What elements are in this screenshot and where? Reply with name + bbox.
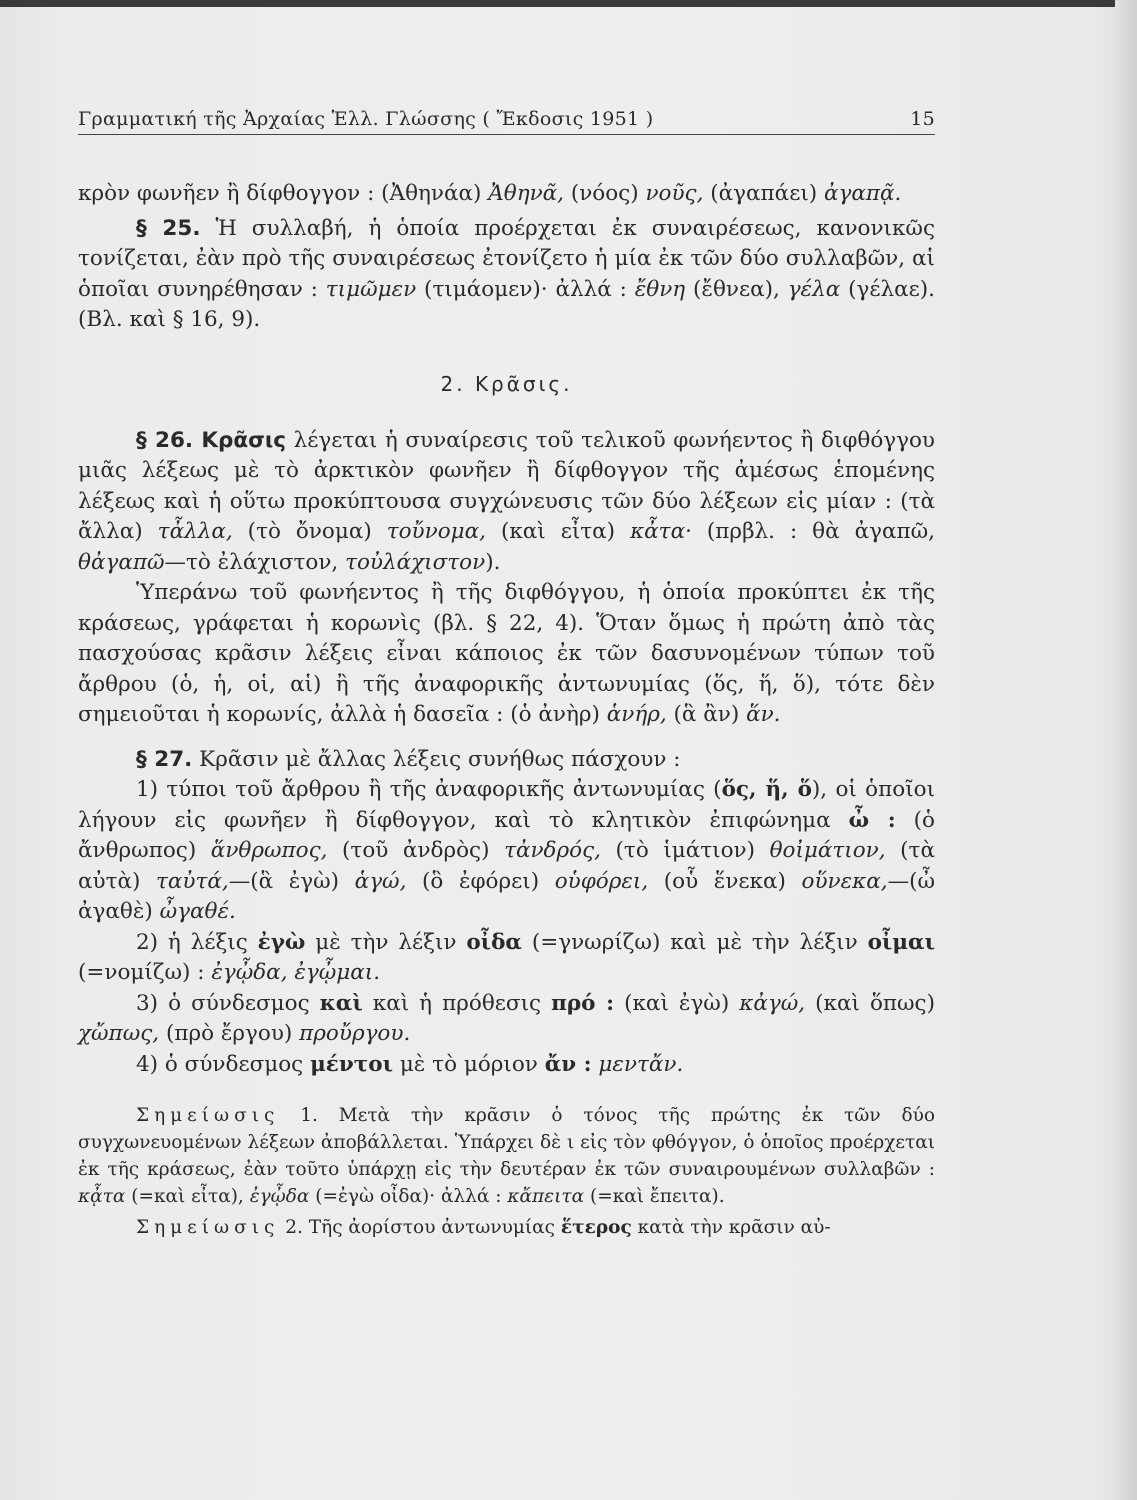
- section-26-second-paragraph: [78, 578, 935, 731]
- text: Ὑπεράνω τοῦ φωνήεντος ἢ τῆς διφθόγγου, ἡ ὁποία προκύπτει ἐκ τῆς κράσεως, γράφεται ἡ κορωνὶς (βλ. § 22, 4). Ὅταν ὅμως ἡ πρώτη ἀπὸ τὰς πασχούσας κρᾶσιν λέξεις εἶναι κάποιος ἐκ τῶν δασυνομένων τύπων τοῦ ἄρθρου (ὁ, ἡ, οἱ, αἱ) ἢ τῆς ἀναφορικῆς ἀντωνυμίας (ὅς, ἥ, ὅ), τότε δὲν σημειοῦται ἡ κορωνίς, ἀλλὰ ἡ δασεῖα : (ὁ ἀνὴρ): [78, 580, 935, 727]
- text: (ὁ ἄνθρωπος): [78, 807, 935, 863]
- example: χὤπως,: [78, 1021, 160, 1046]
- bold-form: πρό :: [551, 990, 615, 1016]
- text: ), οἱ ὁποῖοι λήγουν εἰς φωνῆεν ἢ δίφθογγον, καὶ τὸ κλητικὸν ἐπιφώνημα: [78, 777, 935, 833]
- text: Κρᾶσιν μὲ ἄλλας λέξεις συνήθως πάσχουν :: [192, 746, 681, 772]
- text: (=καὶ ἔπειτα).: [584, 1186, 725, 1207]
- text: (ἀγαπάει): [703, 181, 824, 206]
- example: θἀγαπῶ: [78, 549, 165, 575]
- example: προὔργου.: [299, 1021, 411, 1046]
- text: λέγεται ἡ συναίρεσις τοῦ τελικοῦ φωνήεντος ἢ διφθόγγου μιᾶς λέξεως μὲ τὸ ἀρκτικὸν φωνῆεν ἢ δίφθογγον τῆς ἀμέσως ἑπομένης λέξεως καὶ ἡ οὕτω προκύπτουσα συγχώνευσις τῶν δύο λέξεων εἰς μίαν : (τὰ ἄλλα): [78, 427, 935, 544]
- example: ταὐτά,: [156, 868, 229, 894]
- term: Κρᾶσις: [193, 427, 287, 453]
- example: γέλα: [787, 276, 841, 302]
- example: ἐγᾦδα, ἐγᾦμαι.: [211, 960, 381, 985]
- section-25-paragraph: [78, 214, 935, 336]
- running-header: [78, 108, 935, 135]
- text: (ἔθνεα),: [685, 276, 788, 302]
- text: (πρβλ. : θὰ ἀγαπῶ,: [691, 519, 935, 544]
- text: (ὃ ἐφόρει): [406, 868, 555, 894]
- example: τἀνδρός,: [504, 838, 601, 863]
- note-label: Σημείωσις: [136, 1217, 280, 1238]
- text: —τὸ ἐλάχιστον,: [164, 549, 346, 575]
- example: μεντἄν.: [598, 1051, 684, 1077]
- example: ἅν.: [746, 702, 781, 727]
- bold-form: οἶμαι: [867, 929, 935, 955]
- example: ἅνθρωπος,: [210, 838, 328, 863]
- text: 2) ἡ λέξις: [136, 929, 258, 955]
- bold-form: ὦ :: [848, 807, 896, 833]
- example: κἀγώ,: [739, 990, 806, 1016]
- text: (καὶ ὅπως): [805, 990, 935, 1016]
- example: ἁνήρ,: [606, 702, 667, 727]
- bold-form: ὅς, ἥ, ὅ: [721, 777, 812, 802]
- text: —(ἃ ἐγὼ): [228, 868, 355, 894]
- example: θοἰμάτιον,: [769, 838, 886, 863]
- bold-form: οἶδα: [466, 929, 522, 955]
- bold-form: μέντοι: [310, 1051, 393, 1077]
- text: μὲ τὴν λέξιν: [305, 929, 467, 955]
- example: ἀγαπᾷ.: [824, 181, 902, 206]
- page-number: 15: [910, 108, 935, 130]
- bold-form: ἐγὼ: [257, 929, 306, 955]
- example: ἁγώ,: [354, 868, 407, 894]
- section-number: § 26.: [136, 427, 194, 453]
- text: κρὸν φωνῆεν ἢ δίφθογγον : (Ἀθηνάα): [78, 181, 489, 206]
- text: 3) ὁ σύνδεσμος: [136, 990, 320, 1016]
- example: ἔθνη: [634, 276, 686, 302]
- section-title: 2. Κρᾶσις.: [440, 371, 573, 396]
- scan-right-edge: [1115, 0, 1137, 1500]
- text: 2. Τῆς ἀορίστου ἀντωνυμίας: [279, 1217, 561, 1238]
- text: (=γνωρίζω) καὶ μὲ τὴν λέξιν: [521, 929, 868, 955]
- example: τοὐλάχιστον: [345, 549, 486, 575]
- bold-form: καὶ: [319, 990, 363, 1016]
- text: (τιμάομεν)· ἀλλά :: [416, 276, 635, 302]
- scan-top-border: [0, 0, 1137, 7]
- example: Ἀθηνᾶ,: [488, 181, 565, 206]
- text: —(ὦ ἀγαθὲ): [78, 868, 935, 924]
- section-number: § 27.: [136, 746, 193, 772]
- example: τοὔνομα,: [386, 519, 486, 544]
- example: κἆτα·: [630, 519, 692, 544]
- text: κατὰ τὴν κρᾶσιν αὐ-: [631, 1217, 831, 1238]
- example: κᾆτα: [78, 1186, 126, 1207]
- list-item-2: [78, 928, 935, 989]
- text: (τὸ ἱμάτιον): [600, 838, 770, 863]
- text: (τὸ ὄνομα): [232, 519, 387, 544]
- text: (τὰ αὐτὰ): [78, 838, 935, 894]
- text: 1) τύποι τοῦ ἄρθρου ἢ τῆς ἀναφορικῆς ἀντωνυμίας (: [136, 777, 722, 802]
- example: ἐγᾦδα: [249, 1186, 310, 1207]
- example: τἆλλα,: [157, 519, 233, 544]
- text: (οὗ ἕνεκα): [648, 868, 802, 894]
- text: (γέλαε). (Βλ. καὶ § 16, 9).: [78, 276, 935, 332]
- text: (=νομίζω) :: [78, 960, 212, 985]
- text: Ἡ συλλαβή, ἡ ὁποία προέρχεται ἐκ συναιρέσεως, κανονικῶς τονίζεται, ἐὰν πρὸ τῆς συναιρέσεως ἐτονίζετο ἡ μία ἐκ τῶν δύο συλλαβῶν, αἱ ὁποῖαι συνηρέθησαν :: [78, 215, 935, 302]
- text: (=καὶ εἶτα),: [125, 1186, 250, 1207]
- note-label: Σημείωσις: [136, 1105, 280, 1126]
- note-2: [78, 1214, 935, 1241]
- text: (τοῦ ἀνδρὸς): [327, 838, 505, 863]
- example: ὦγαθέ.: [159, 899, 236, 924]
- example: τιμῶμεν: [325, 276, 417, 302]
- note-1: [78, 1102, 935, 1210]
- section-26-paragraph: [78, 426, 935, 579]
- bold-form: ἄν :: [544, 1051, 592, 1077]
- text: 4) ὁ σύνδεσμος: [136, 1051, 311, 1077]
- list-item-3: [78, 989, 935, 1050]
- text: (ἃ ἂν): [666, 702, 747, 727]
- example: νοῦς,: [645, 181, 704, 206]
- text: ).: [485, 549, 501, 575]
- example: οὕνεκα,: [801, 868, 888, 894]
- text: (νόος): [564, 181, 646, 206]
- list-item-1: [78, 775, 935, 928]
- section-27-paragraph: [78, 745, 935, 776]
- text: μὲ τὸ μόριον: [393, 1051, 545, 1077]
- text: καὶ ἡ πρόθεσις: [362, 990, 552, 1016]
- text: (καὶ εἶτα): [485, 519, 631, 544]
- text: (πρὸ ἔργου): [159, 1021, 300, 1046]
- text: 1. Μετὰ τὴν κρᾶσιν ὁ τόνος τῆς πρώτης ἐκ τῶν δύο συγχωνευομένων λέξεων ἀποβάλλεται. Ὑπάρχει δὲ ι εἰς τὸν φθόγγον, ὁ ὁποῖος προέρχεται ἐκ τῆς κράσεως, ἐὰν τοῦτο ὑπάρχῃ εἰς τὴν δευτέραν ἐκ τῶν συναιρουμένων συλλαβῶν :: [78, 1105, 935, 1180]
- example: κἄπειτα: [507, 1186, 585, 1207]
- bold-form: ἕτερος: [560, 1217, 632, 1238]
- example: οὑφόρει,: [554, 868, 649, 894]
- section-number: § 25.: [136, 215, 201, 241]
- page-content: [78, 108, 935, 1241]
- paragraph-continuation: [78, 179, 935, 210]
- header-title: Γραμματική τῆς Ἀρχαίας Ἑλλ. Γλώσσης ( Ἔκδοσις 1951 ): [78, 108, 654, 130]
- list-item-4: [78, 1050, 935, 1081]
- text: (=ἐγὼ οἶδα)· ἀλλά :: [309, 1186, 508, 1207]
- text: (καὶ ἐγὼ): [614, 990, 740, 1016]
